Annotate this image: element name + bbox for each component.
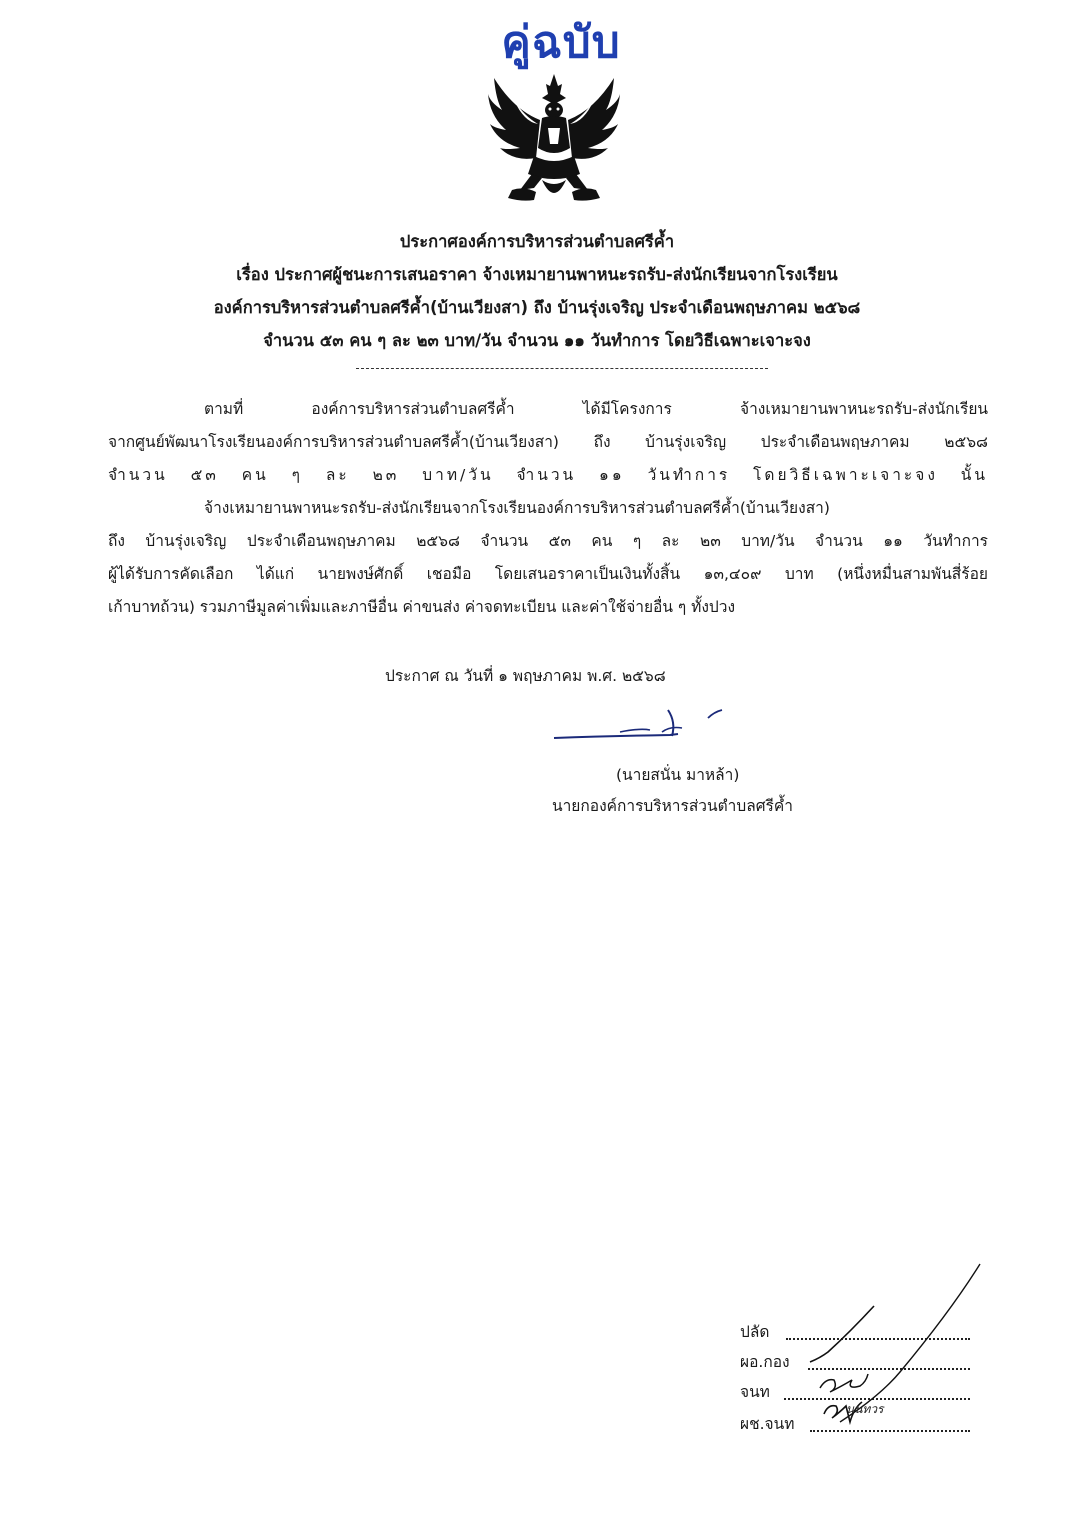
body-line: จ้างเหมายานพาหนะรถรับ-ส่งนักเรียนจากโรงเรียนองค์การบริหารส่วนตำบลศรีค้ำ(บ้านเวียงสา): [204, 499, 830, 517]
signature-mark: [550, 702, 740, 750]
announcement-heading: ประกาศองค์การบริหารส่วนตำบลศรีค้ำ: [399, 232, 675, 251]
routing-label: ผอ.กอง: [740, 1353, 790, 1371]
body-line: ผู้ได้รับการคัดเลือก ได้แก่ นายพงษ์ศักดิ์ เชอมือ โดยเสนอราคาเป็นเงินทั้งสิ้น ๑๓,๔๐๙ บาท (หนึ่งหมื่นสามพันสี่ร้อย: [108, 565, 988, 583]
announcement-subject-line-3: จำนวน ๕๓ คน ๆ ละ ๒๓ บาท/วัน จำนวน ๑๑ วันทำการ โดยวิธีเฉพาะเจาะจง: [263, 331, 811, 350]
heading-divider: [356, 368, 768, 369]
body-line: จำนวน ๕๓ คน ๆ ละ ๒๓ บาท/วัน จำนวน ๑๑ วันทำการ โดยวิธีเฉพาะเจาะจง นั้น: [108, 466, 988, 484]
copy-stamp: คู่ฉบับ: [501, 17, 621, 68]
announcement-subject-line-2: องค์การบริหารส่วนตำบลศรีค้ำ(บ้านเวียงสา) ถึง บ้านรุ่งเจริญ ประจำเดือนพฤษภาคม ๒๕๖๘: [213, 298, 861, 317]
announcement-date: ประกาศ ณ วันที่ ๑ พฤษภาคม พ.ศ. ๒๕๖๘: [385, 667, 666, 685]
body-line: ถึง บ้านรุ่งเจริญ ประจำเดือนพฤษภาคม ๒๕๖๘ จำนวน ๕๓ คน ๆ ละ ๒๓ บาท/วัน จำนวน ๑๑ วันทำการ: [108, 532, 988, 550]
handwritten-initials: [780, 1262, 1000, 1482]
handwritten-initial-text: นนทวร: [846, 1402, 884, 1416]
signer-name: (นายสนั่น มาหล้า): [616, 766, 740, 784]
signer-title: นายกองค์การบริหารส่วนตำบลศรีค้ำ: [552, 797, 793, 815]
routing-label: ปลัด: [740, 1323, 770, 1341]
body-line: ตามที่ องค์การบริหารส่วนตำบลศรีค้ำ ได้มีโครงการ จ้างเหมายานพาหนะรถรับ-ส่งนักเรียน: [204, 400, 988, 418]
announcement-subject: เรื่อง ประกาศผู้ชนะการเสนอราคา จ้างเหมายานพาหนะรถรับ-ส่งนักเรียนจากโรงเรียน: [236, 265, 838, 284]
body-line: จากศูนย์พัฒนาโรงเรียนองค์การบริหารส่วนตำบลศรีค้ำ(บ้านเวียงสา) ถึง บ้านรุ่งเจริญ ประจำเดือนพฤษภาคม ๒๕๖๘: [108, 433, 988, 451]
routing-row: [740, 1378, 770, 1406]
routing-label: ผช.จนท: [740, 1415, 795, 1433]
garuda-emblem-icon: [484, 70, 624, 210]
body-line: เก้าบาทถ้วน) รวมภาษีมูลค่าเพิ่มและภาษีอื่น ค่าขนส่ง ค่าจดทะเบียน และค่าใช้จ่ายอื่น ๆ ทั้งปวง: [108, 598, 736, 616]
routing-row: [740, 1318, 769, 1346]
routing-label: จนท: [740, 1383, 770, 1401]
